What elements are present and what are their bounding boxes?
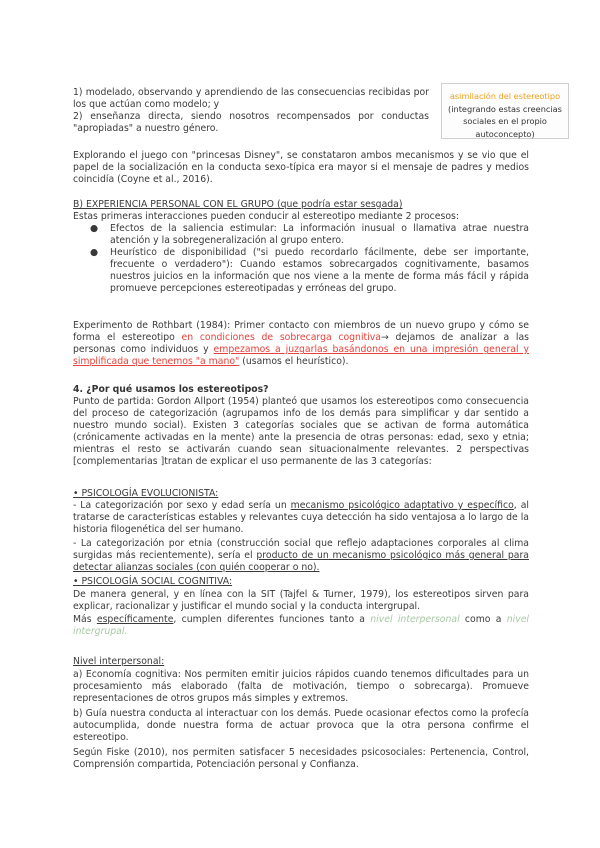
highlight-red: en condiciones de sobrecarga cognitiva: [181, 332, 381, 344]
paragraph-behavior-guide: b) Guía nuestra conducta al interactuar con los demás. Puede ocasionar efectos como la profecía autocumplida, donde nuestra forma de actuar provoca que la otra persona confirme el estereotipo.: [73, 708, 529, 744]
item-ensenanza: 2) enseñanza directa, siendo nosotros recompensados por conductas "apropiadas" a nuestro género.: [73, 111, 429, 135]
side-note-title: asimilación del estereotipo: [449, 91, 561, 101]
paragraph-sit: De manera general, y en línea con la SIT (Tajfel & Turner, 1979), los estereotipos sirven para explicar, racionalizar y justificar el mundo social y la conducta intergrupal.: [73, 589, 529, 613]
paragraph-evo-sex-age: - La categorización por sexo y edad sería un mecanismo psicológico adaptativo y específico, al tratarse de características estables y relevantes cuya detección ha sido ventajosa a lo largo de la historia filogenética del ser humano.: [73, 500, 529, 536]
list-item: ● Heurístico de disponibilidad ("si puedo recordarlo fácilmente, debe ser importante, frecuente o verdadero"): Cuando estamos sobrecargados cognitivamente, basamos nuestros juicios en la información que nos viene a la mente de forma más fácil y rápida promueve percepciones estereotipadas y erróneas del grupo.: [90, 247, 529, 295]
arrow-icon: →: [380, 332, 389, 344]
interpersonal-heading: Nivel interpersonal:: [73, 656, 165, 667]
paragraph-cognitive-economy: a) Economía cognitiva: Nos permiten emitir juicios rápidos cuando tenemos dificultades para un procesamiento más elaborado (falta de motivación, tiempo o sobrecarga). Promueve representaciones de otros grupos más simples y extremos.: [73, 669, 529, 705]
section-b-heading: B) EXPERIENCIA PERSONAL CON EL GRUPO (que podría estar sesgada): [73, 199, 403, 210]
highlight-green: nivel interpersonal: [370, 614, 460, 625]
section-b-intro: Estas primeras interacciones pueden conducir al estereotipo mediante 2 procesos:: [73, 211, 460, 222]
list-item: ● Efectos de la saliencia estimular: La información inusual o llamativa atrae nuestra atención y la sobregeneralización al grupo entero.: [90, 223, 529, 247]
paragraph-disney: Explorando el juego con "princesas Disney", se constataron ambos mecanismos y se vio que el papel de la socialización en la conducta sexo-típica era mayor si el mensaje de padres y medios coincidía (Coyne et al., 2016).: [73, 150, 529, 186]
side-note-line: autoconcepto): [475, 128, 535, 139]
paragraph-allport: Punto de partida: Gordon Allport (1954) planteó que usamos los estereotipos como consecuencia del proceso de categorización (agrupamos info de los demás para simplificar y dar sentido a nuestro mundo social). Existen 3 categorías sociales que se activan de forma automática (crónicamente activadas en la mente) ante la presencia de otras personas: edad, sexo y etnia; mientras el resto se activarán cuando sean situacionalmente relevantes. 2 perspectivas [complementarias ]tratan de explicar el uso permanente de las 3 categorías:: [73, 396, 529, 468]
side-note-box: [441, 83, 569, 139]
paragraph-evo-ethnicity: - La categorización por etnia (construcción social que reflejo adaptaciones corporales al clima surgidas más recientemente), sería el producto de un mecanismo psicológico más general para detectar alianzas sociales (con quién cooperar o no).: [73, 538, 529, 574]
paragraph-functions: Más específicamente, cumplen diferentes funciones tanto a nivel interpersonal como a nivel intergrupal.: [73, 614, 530, 638]
section-4-heading: 4. ¿Por qué usamos los estereotipos?: [73, 384, 269, 395]
highlight-red: empezamos a juzgarlas basándonos en una impresión general y simplificada que tenemos "a mano": [73, 344, 529, 368]
paragraph-socialization: [73, 87, 429, 135]
paragraph-fiske: Según Fiske (2010), nos permiten satisfacer 5 necesidades psicosociales: Pertenencia, Control, Comprensión compartida, Potenciación personal y Confianza.: [73, 747, 529, 771]
side-note-line: sociales en el propio: [463, 116, 547, 126]
side-note-line: (integrando estas creencias: [448, 103, 562, 114]
paragraph-rothbart: Experimento de Rothbart (1984): Primer contacto con miembros de un nuevo grupo y cómo se forma el estereotipo en condiciones de sobrecarga cognitiva→ dejamos de analizar a las personas como individuos y empezamos a juzgarlas basándonos en una impresión general y simplificada que tenemos "a mano" (usamos el heurístico).: [73, 320, 529, 368]
social-cognitive-heading: • PSICOLOGÍA SOCIAL COGNITIVA:: [73, 576, 233, 587]
process-list: [73, 223, 529, 296]
item-modelado: 1) modelado, observando y aprendiendo de las consecuencias recibidas por los que actúan como modelo; y: [73, 87, 429, 111]
highlight-green: nivel intergrupal.: [73, 614, 530, 638]
evolutionary-heading: • PSICOLOGÍA EVOLUCIONISTA:: [73, 488, 219, 499]
